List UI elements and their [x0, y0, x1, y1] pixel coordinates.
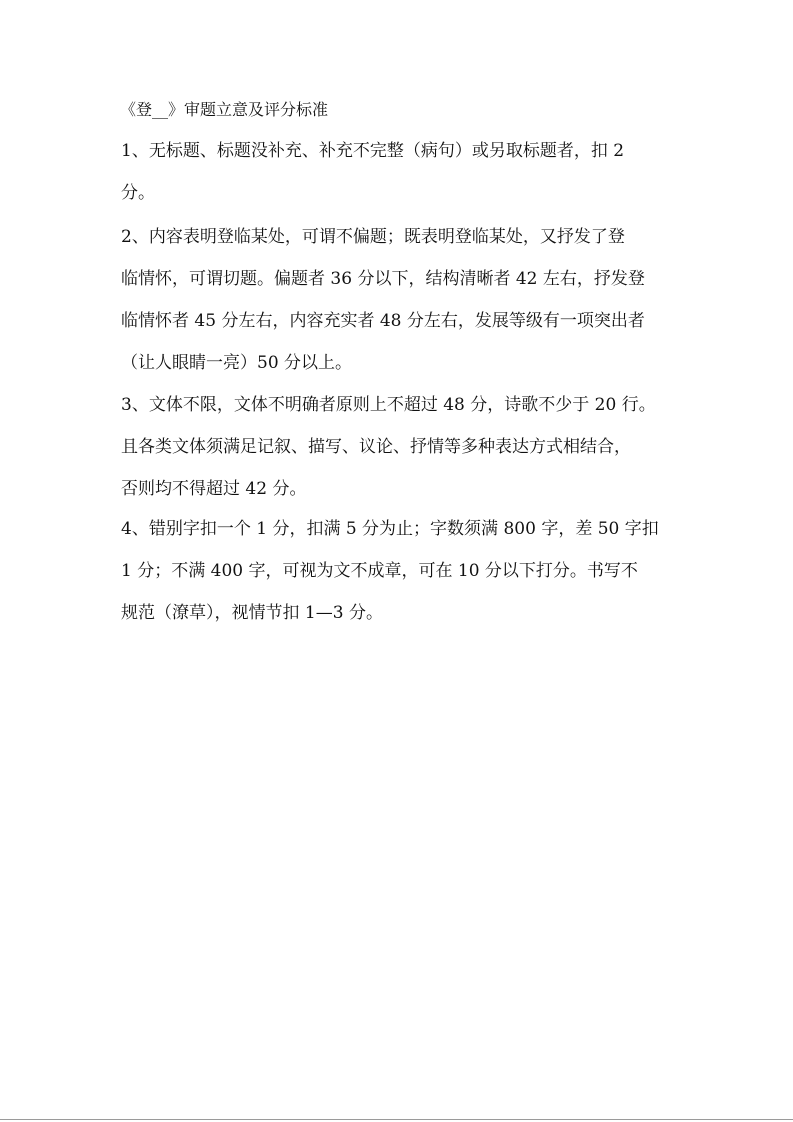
page-bottom-divider [0, 1119, 793, 1120]
paragraph-line: （让人眼睛一亮）50 分以上。 [121, 353, 353, 373]
scoring-rule-1 [121, 130, 681, 214]
document-title: 《登__》审题立意及评分标准 [120, 100, 329, 119]
paragraph-line: 2、内容表明登临某处，可谓不偏题；既表明登临某处，又抒发了登 [121, 227, 625, 247]
scoring-rule-2 [121, 216, 681, 384]
paragraph-line: 否则均不得超过 42 分。 [121, 479, 307, 499]
paragraph-line: 1、无标题、标题没补充、补充不完整（病句）或另取标题者，扣 2 [121, 141, 625, 161]
paragraph-line: 4、错别字扣一个 1 分，扣满 5 分为止；字数须满 800 字，差 50 字扣 [121, 519, 659, 539]
paragraph-line: 临情怀者 45 分左右，内容充实者 48 分左右，发展等级有一项突出者 [121, 311, 645, 331]
paragraph-line: 且各类文体须满足记叙、描写、议论、抒情等多种表达方式相结合， [121, 437, 631, 457]
paragraph-line: 分。 [121, 183, 155, 203]
paragraph-line: 规范（潦草），视情节扣 1—3 分。 [121, 603, 383, 623]
scoring-rule-4 [121, 508, 681, 634]
paragraph-line: 临情怀，可谓切题。偏题者 36 分以下，结构清晰者 42 左右，抒发登 [121, 269, 645, 289]
scoring-rule-3 [121, 384, 681, 510]
paragraph-line: 3、文体不限，文体不明确者原则上不超过 48 分，诗歌不少于 20 行。 [121, 395, 656, 415]
paragraph-line: 1 分；不满 400 字，可视为文不成章，可在 10 分以下打分。书写不 [121, 561, 638, 581]
